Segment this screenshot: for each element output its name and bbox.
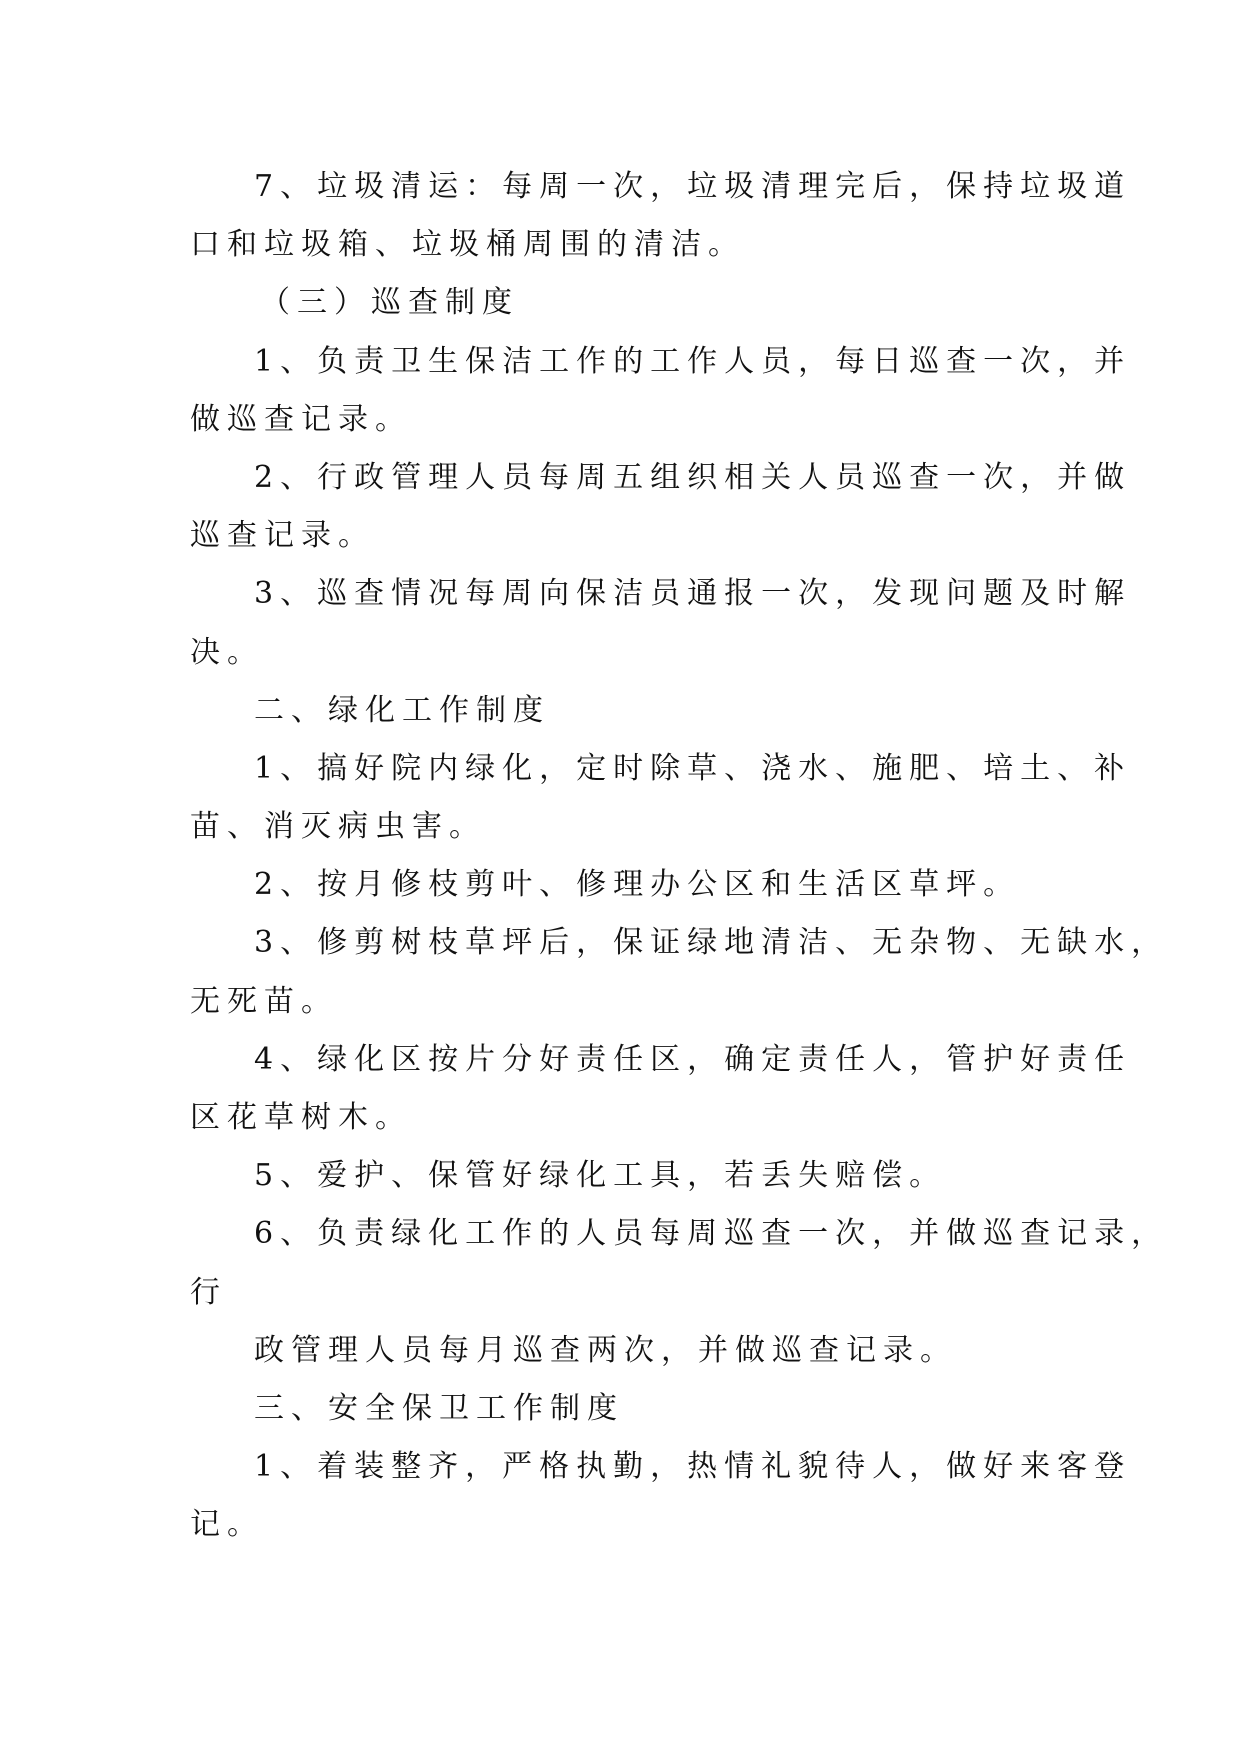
paragraph-line: 决。: [190, 634, 264, 670]
paragraph-line: 1、负责卫生保洁工作的工作人员，每日巡查一次，并: [254, 343, 1132, 379]
paragraph-line: 7、垃圾清运：每周一次，垃圾清理完后，保持垃圾道: [254, 169, 1132, 204]
paragraph-line: 1、着装整齐，严格执勤，热情礼貌待人，做好来客登: [254, 1449, 1132, 1485]
paragraph-line: 口和垃圾箱、垃圾桶周围的清洁。: [190, 227, 745, 263]
paragraph-line: 巡查记录。: [190, 518, 375, 554]
paragraph-line: 政管理人员每月巡查两次，并做巡查记录。: [254, 1332, 957, 1368]
paragraph-line: 苗、消灭病虫害。: [190, 809, 486, 845]
paragraph-line: 2、按月修枝剪叶、修理办公区和生活区草坪。: [254, 867, 1021, 903]
paragraph-line: 无死苗。: [190, 983, 338, 1019]
paragraph-line: 记。: [190, 1507, 264, 1543]
section-heading: （三）巡查制度: [260, 285, 519, 321]
paragraph-line: 1、搞好院内绿化，定时除草、浇水、施肥、培土、补: [254, 750, 1132, 786]
paragraph-line: 做巡查记录。: [190, 401, 412, 437]
paragraph-line: 6、负责绿化工作的人员每周巡查一次，并做巡查记录，: [254, 1216, 1169, 1252]
paragraph-line: 4、绿化区按片分好责任区，确定责任人，管护好责任: [254, 1041, 1132, 1077]
document-body: [190, 158, 1169, 1555]
section-heading: 二、绿化工作制度: [254, 692, 550, 728]
paragraph-line: 3、巡查情况每周向保洁员通报一次，发现问题及时解: [254, 576, 1132, 612]
paragraph-line: 3、修剪树枝草坪后，保证绿地清洁、无杂物、无缺水，: [254, 925, 1169, 961]
paragraph-line: 2、行政管理人员每周五组织相关人员巡查一次，并做: [254, 459, 1132, 495]
paragraph-line: 5、爱护、保管好绿化工具，若丢失赔偿。: [254, 1158, 947, 1194]
paragraph-line: 区花草树木。: [190, 1100, 412, 1135]
paragraph-line: 行: [190, 1274, 227, 1310]
section-heading: 三、安全保卫工作制度: [254, 1390, 624, 1426]
